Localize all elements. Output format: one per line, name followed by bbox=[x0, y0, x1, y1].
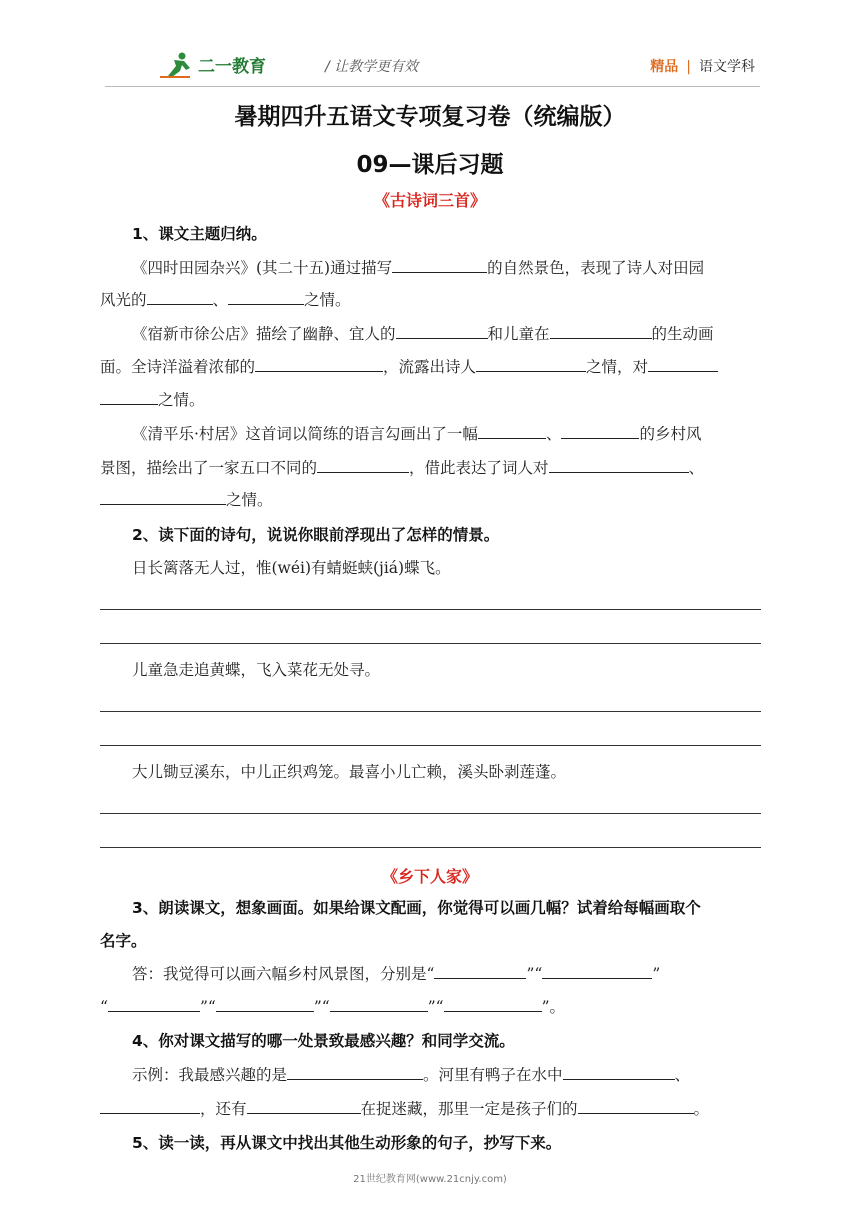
answer-line[interactable] bbox=[100, 813, 761, 814]
page-subtitle: 09—课后习题 bbox=[356, 152, 504, 178]
blank[interactable] bbox=[578, 1099, 694, 1114]
q3-answer-line1: 答：我觉得可以画六幅乡村风景图，分别是“ ”“ ” bbox=[132, 965, 661, 983]
blank[interactable] bbox=[476, 357, 586, 372]
blank[interactable] bbox=[108, 997, 200, 1012]
q1-para2-line3: 之情。 bbox=[100, 390, 765, 410]
blank[interactable] bbox=[100, 390, 158, 405]
question-1-title: 1、课文主题归纳。 bbox=[132, 225, 267, 243]
blank[interactable] bbox=[396, 324, 488, 339]
q4-example-line1: 示例：我最感兴趣的是 。河里有鸭子在水中 、 bbox=[132, 1066, 691, 1084]
answer-line[interactable] bbox=[100, 847, 761, 848]
blank[interactable] bbox=[100, 1099, 200, 1114]
answer-line[interactable] bbox=[100, 643, 761, 644]
answer-line[interactable] bbox=[100, 711, 761, 712]
poem-line-1: 日长篱落无人过，惟(wéi)有蜻蜓蛱(jiá)蝶飞。 bbox=[132, 559, 451, 577]
q1-para1-line1: 《四时田园杂兴》(其二十五)通过描写 的自然景色，表现了诗人对田园 bbox=[132, 259, 705, 277]
section-title-poems: 《古诗词三首》 bbox=[373, 191, 486, 210]
question-3-title-line1: 3、朗读课文，想象画面。如果给课文配画，你觉得可以画几幅？试着给每幅画取个 bbox=[132, 899, 701, 917]
blank[interactable] bbox=[216, 997, 314, 1012]
q1-para3-line3: 之情。 bbox=[100, 490, 765, 510]
answer-line[interactable] bbox=[100, 745, 761, 746]
blank[interactable] bbox=[255, 357, 383, 372]
logo-icon bbox=[105, 50, 335, 80]
q3-answer-line2: “ ”“ ”“ ”“ ”。 bbox=[100, 998, 566, 1016]
blank[interactable] bbox=[100, 490, 226, 505]
q1-para2-line2: 面。全诗洋溢着浓郁的 ，流露出诗人 之情，对 bbox=[100, 357, 765, 377]
blank[interactable] bbox=[287, 1065, 423, 1080]
blank[interactable] bbox=[228, 290, 304, 305]
q1-para3-line2: 景图，描绘出了一家五口不同的 ，借此表达了词人对 、 bbox=[100, 459, 705, 477]
question-4-title: 4、你对课文描写的哪一处景致最感兴趣？和同学交流。 bbox=[132, 1032, 515, 1050]
section-title-village: 《乡下人家》 bbox=[381, 867, 478, 886]
quality-label: 精品 bbox=[650, 59, 679, 75]
slogan: / 让教学更有效 bbox=[325, 59, 419, 75]
blank[interactable] bbox=[542, 964, 652, 979]
blank[interactable] bbox=[444, 997, 542, 1012]
question-2-title: 2、读下面的诗句，说说你眼前浮现出了怎样的情景。 bbox=[132, 526, 500, 544]
q4-example-line2: ，还有 在捉迷藏，那里一定是孩子们的 。 bbox=[100, 1099, 765, 1119]
blank[interactable] bbox=[330, 997, 428, 1012]
blank[interactable] bbox=[147, 290, 213, 305]
q1-para3-line1: 《清平乐·村居》这首词以简练的语言勾画出了一幅 、 的乡村风 bbox=[132, 425, 702, 443]
page-header bbox=[105, 48, 755, 84]
blank[interactable] bbox=[550, 324, 652, 339]
subject-label: 语文学科 bbox=[699, 59, 755, 75]
question-5-title: 5、读一读，再从课文中找出其他生动形象的句子，抄写下来。 bbox=[132, 1134, 562, 1152]
blank[interactable] bbox=[247, 1099, 361, 1114]
q1-para1-line2: 风光的 、 之情。 bbox=[100, 291, 351, 309]
blank[interactable] bbox=[478, 424, 546, 439]
page-footer: 21世纪教育网(www.21cnjy.com) bbox=[353, 1174, 507, 1185]
blank[interactable] bbox=[434, 964, 526, 979]
poem-line-3: 大儿锄豆溪东，中儿正织鸡笼。最喜小儿亡赖，溪头卧剥莲蓬。 bbox=[132, 763, 567, 781]
header-divider: | bbox=[686, 59, 691, 75]
blank[interactable] bbox=[561, 424, 639, 439]
blank[interactable] bbox=[317, 458, 409, 473]
blank[interactable] bbox=[648, 357, 718, 372]
blank[interactable] bbox=[392, 258, 487, 273]
blank[interactable] bbox=[549, 458, 689, 473]
poem-line-2: 儿童急走追黄蝶，飞入菜花无处寻。 bbox=[132, 661, 381, 679]
header-rule bbox=[105, 86, 760, 87]
question-3-title-line2: 名字。 bbox=[100, 932, 147, 950]
q1-para2-line1: 《宿新市徐公店》描绘了幽静、宜人的 和儿童在 的生动画 bbox=[132, 325, 714, 343]
answer-line[interactable] bbox=[100, 609, 761, 610]
page-title: 暑期四升五语文专项复习卷（统编版） bbox=[234, 104, 626, 130]
header-right bbox=[650, 56, 755, 76]
logo-text: 二一教育 bbox=[198, 57, 266, 77]
blank[interactable] bbox=[563, 1065, 675, 1080]
